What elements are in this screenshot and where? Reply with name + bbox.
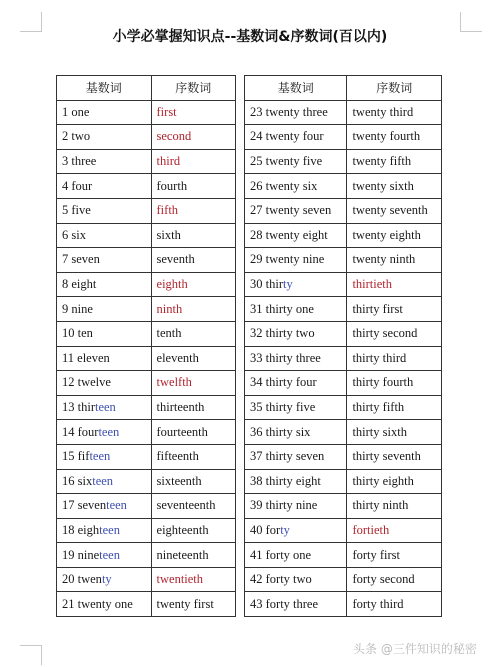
cardinal-cell — [245, 518, 347, 543]
cardinal-word: 25 twenty five — [250, 154, 323, 169]
cardinal-cell — [57, 371, 152, 396]
cardinal-word: 36 thirty six — [250, 424, 311, 439]
cardinal-cell — [57, 174, 152, 199]
cardinal-cell — [245, 198, 347, 223]
cardinal-word: 27 twenty seven — [250, 203, 332, 218]
ordinal-cell: third — [151, 149, 235, 174]
header-ordinal: 序数词 — [347, 76, 442, 101]
watermark: 头条 @三件知识的秘密 — [353, 642, 477, 656]
table-row — [57, 371, 236, 396]
cardinal-cell — [57, 494, 152, 519]
cardinal-word: 39 thirty nine — [250, 498, 318, 513]
ordinal-cell: thirty seventh — [347, 444, 442, 469]
ordinal-cell: ninth — [151, 297, 235, 322]
ordinal-cell: forty third — [347, 592, 442, 617]
cardinal-cell — [57, 469, 152, 494]
ordinal-cell: thirty first — [347, 297, 442, 322]
table-row — [245, 125, 442, 150]
ordinal-cell: forty first — [347, 543, 442, 568]
cardinal-suffix: ty — [282, 277, 293, 292]
cardinal-cell — [57, 100, 152, 125]
ordinal-cell: thirty ninth — [347, 494, 442, 519]
ordinal-cell: twenty third — [347, 100, 442, 125]
cardinal-word: 23 twenty three — [250, 104, 328, 119]
cardinal-cell — [57, 297, 152, 322]
ordinal-cell: thirty eighth — [347, 469, 442, 494]
cardinal-cell — [245, 444, 347, 469]
cardinal-word: 37 thirty seven — [250, 449, 325, 464]
cardinal-cell — [245, 125, 347, 150]
cardinal-cell — [245, 543, 347, 568]
cardinal-word: 19 nine — [62, 547, 100, 562]
table-row — [57, 420, 236, 445]
table-header-row — [57, 76, 236, 101]
table-row — [245, 567, 442, 592]
table-row — [245, 149, 442, 174]
table-row — [57, 248, 236, 273]
table-row — [57, 395, 236, 420]
ordinal-cell: fourteenth — [151, 420, 235, 445]
crop-mark-bottom-left-horizontal — [20, 645, 42, 646]
cardinal-cell — [57, 321, 152, 346]
cardinal-word: 32 thirty two — [250, 326, 315, 341]
cardinal-cell — [245, 248, 347, 273]
ordinal-cell: eighteenth — [151, 518, 235, 543]
cardinal-word: 10 ten — [62, 326, 93, 341]
table-row — [245, 494, 442, 519]
ordinal-cell: thirty sixth — [347, 420, 442, 445]
table-row — [245, 100, 442, 125]
cardinal-suffix: teen — [92, 473, 114, 488]
table-row — [245, 518, 442, 543]
table-row — [57, 125, 236, 150]
header-ordinal: 序数词 — [151, 76, 235, 101]
table-row — [57, 592, 236, 617]
table-row — [57, 543, 236, 568]
ordinal-cell: thirty second — [347, 321, 442, 346]
cardinal-word: 24 twenty four — [250, 129, 324, 144]
cardinal-word: 38 thirty eight — [250, 473, 321, 488]
table-row — [245, 395, 442, 420]
table-row — [57, 469, 236, 494]
table-row — [245, 346, 442, 371]
cardinal-cell — [57, 125, 152, 150]
cardinal-cell — [245, 567, 347, 592]
table-row — [245, 469, 442, 494]
cardinal-cell — [57, 223, 152, 248]
header-cardinal: 基数词 — [57, 76, 152, 101]
cardinal-word: 7 seven — [62, 252, 100, 267]
cardinal-word: 31 thirty one — [250, 301, 314, 316]
ordinal-cell: twenty sixth — [347, 174, 442, 199]
table-row — [245, 444, 442, 469]
cardinal-cell — [245, 321, 347, 346]
cardinal-suffix: teen — [94, 400, 116, 415]
cardinal-cell — [57, 149, 152, 174]
cardinal-word: 13 thir — [62, 400, 95, 415]
ordinal-cell: thirty third — [347, 346, 442, 371]
cardinal-word: 4 four — [62, 178, 93, 193]
number-words-table-left — [56, 75, 236, 617]
ordinal-cell: twenty seventh — [347, 198, 442, 223]
ordinal-cell: seventeenth — [151, 494, 235, 519]
cardinal-word: 43 forty three — [250, 596, 319, 611]
ordinal-cell: twenty first — [151, 592, 235, 617]
table-row — [57, 223, 236, 248]
cardinal-word: 40 for — [250, 522, 281, 537]
cardinal-cell — [57, 272, 152, 297]
table-row — [245, 371, 442, 396]
ordinal-cell: sixteenth — [151, 469, 235, 494]
table-row — [245, 321, 442, 346]
cardinal-cell — [245, 469, 347, 494]
cardinal-suffix: teen — [99, 522, 120, 537]
cardinal-cell — [245, 297, 347, 322]
cardinal-cell — [245, 494, 347, 519]
cardinal-cell — [245, 272, 347, 297]
table-row — [57, 100, 236, 125]
header-cardinal: 基数词 — [245, 76, 347, 101]
cardinal-suffix: teen — [99, 547, 120, 562]
cardinal-word: 1 one — [62, 104, 90, 119]
ordinal-cell: fourth — [151, 174, 235, 199]
cardinal-cell — [57, 198, 152, 223]
cardinal-cell — [245, 395, 347, 420]
cardinal-word: 5 five — [62, 203, 91, 218]
ordinal-cell: nineteenth — [151, 543, 235, 568]
table-row — [245, 174, 442, 199]
cardinal-word: 42 forty two — [250, 572, 312, 587]
cardinal-cell — [245, 420, 347, 445]
ordinal-cell: fifteenth — [151, 444, 235, 469]
cardinal-word: 30 thir — [250, 277, 283, 292]
ordinal-cell: sixth — [151, 223, 235, 248]
table-row — [57, 444, 236, 469]
cardinal-cell — [57, 420, 152, 445]
table-row — [245, 272, 442, 297]
table-row — [57, 518, 236, 543]
cardinal-cell — [245, 346, 347, 371]
ordinal-cell: thirty fourth — [347, 371, 442, 396]
cardinal-word: 9 nine — [62, 301, 93, 316]
cardinal-word: 35 thirty five — [250, 400, 316, 415]
table-row — [57, 272, 236, 297]
ordinal-cell: thirty fifth — [347, 395, 442, 420]
table-row — [57, 321, 236, 346]
cardinal-cell — [57, 395, 152, 420]
ordinal-cell: twelfth — [151, 371, 235, 396]
cardinal-suffix: ty — [101, 572, 112, 587]
cardinal-suffix: teen — [106, 498, 127, 513]
table-row — [57, 174, 236, 199]
table-row — [57, 346, 236, 371]
cardinal-word: 14 four — [62, 424, 99, 439]
table-row — [245, 297, 442, 322]
ordinal-cell: seventh — [151, 248, 235, 273]
ordinal-cell: fortieth — [347, 518, 442, 543]
table-row — [245, 198, 442, 223]
table-row — [57, 149, 236, 174]
ordinal-cell: second — [151, 125, 235, 150]
cardinal-cell — [57, 444, 152, 469]
cardinal-word: 18 eigh — [62, 522, 100, 537]
cardinal-word: 3 three — [62, 154, 97, 169]
ordinal-cell: fifth — [151, 198, 235, 223]
ordinal-cell: twenty fourth — [347, 125, 442, 150]
ordinal-cell: twenty eighth — [347, 223, 442, 248]
cardinal-word: 33 thirty three — [250, 350, 321, 365]
cardinal-cell — [57, 592, 152, 617]
cardinal-word: 6 six — [62, 227, 86, 242]
cardinal-cell — [57, 518, 152, 543]
table-row — [245, 248, 442, 273]
cardinal-word: 12 twelve — [62, 375, 111, 390]
cardinal-suffix: ty — [280, 522, 290, 537]
ordinal-cell: twentieth — [151, 567, 235, 592]
ordinal-cell: twenty fifth — [347, 149, 442, 174]
table-row — [57, 494, 236, 519]
cardinal-cell — [57, 543, 152, 568]
crop-mark-bottom-left-vertical — [41, 645, 42, 665]
cardinal-word: 15 fif — [62, 449, 90, 464]
cardinal-cell — [245, 371, 347, 396]
table-row — [57, 567, 236, 592]
table-row — [245, 592, 442, 617]
cardinal-cell — [245, 223, 347, 248]
ordinal-cell: thirteenth — [151, 395, 235, 420]
number-words-table-right — [244, 75, 442, 617]
cardinal-suffix: teen — [89, 449, 111, 464]
cardinal-cell — [57, 567, 152, 592]
table-row — [57, 198, 236, 223]
page-title: 小学必掌握知识点--基数词&序数词(百以内) — [112, 29, 388, 45]
cardinal-word: 8 eight — [62, 277, 97, 292]
cardinal-cell — [57, 346, 152, 371]
cardinal-cell — [57, 248, 152, 273]
cardinal-word: 17 seven — [62, 498, 107, 513]
cardinal-word: 11 eleven — [62, 350, 110, 365]
cardinal-suffix: teen — [98, 424, 120, 439]
cardinal-cell — [245, 149, 347, 174]
cardinal-word: 16 six — [62, 473, 93, 488]
ordinal-cell: thirtieth — [347, 272, 442, 297]
ordinal-cell: eighth — [151, 272, 235, 297]
ordinal-cell: forty second — [347, 567, 442, 592]
cardinal-word: 20 twen — [62, 572, 102, 587]
ordinal-cell: twenty ninth — [347, 248, 442, 273]
table-row — [57, 297, 236, 322]
cardinal-word: 28 twenty eight — [250, 227, 328, 242]
cardinal-word: 21 twenty one — [62, 596, 133, 611]
ordinal-cell: tenth — [151, 321, 235, 346]
ordinal-cell: eleventh — [151, 346, 235, 371]
table-row — [245, 223, 442, 248]
cardinal-word: 34 thirty four — [250, 375, 317, 390]
cardinal-cell — [245, 592, 347, 617]
cardinal-word: 41 forty one — [250, 547, 312, 562]
cardinal-word: 29 twenty nine — [250, 252, 325, 267]
cardinal-word: 2 two — [62, 129, 91, 144]
cardinal-word: 26 twenty six — [250, 178, 318, 193]
cardinal-cell — [245, 174, 347, 199]
table-row — [245, 420, 442, 445]
table-row — [245, 543, 442, 568]
ordinal-cell: first — [151, 100, 235, 125]
table-header-row — [245, 76, 442, 101]
cardinal-cell — [245, 100, 347, 125]
